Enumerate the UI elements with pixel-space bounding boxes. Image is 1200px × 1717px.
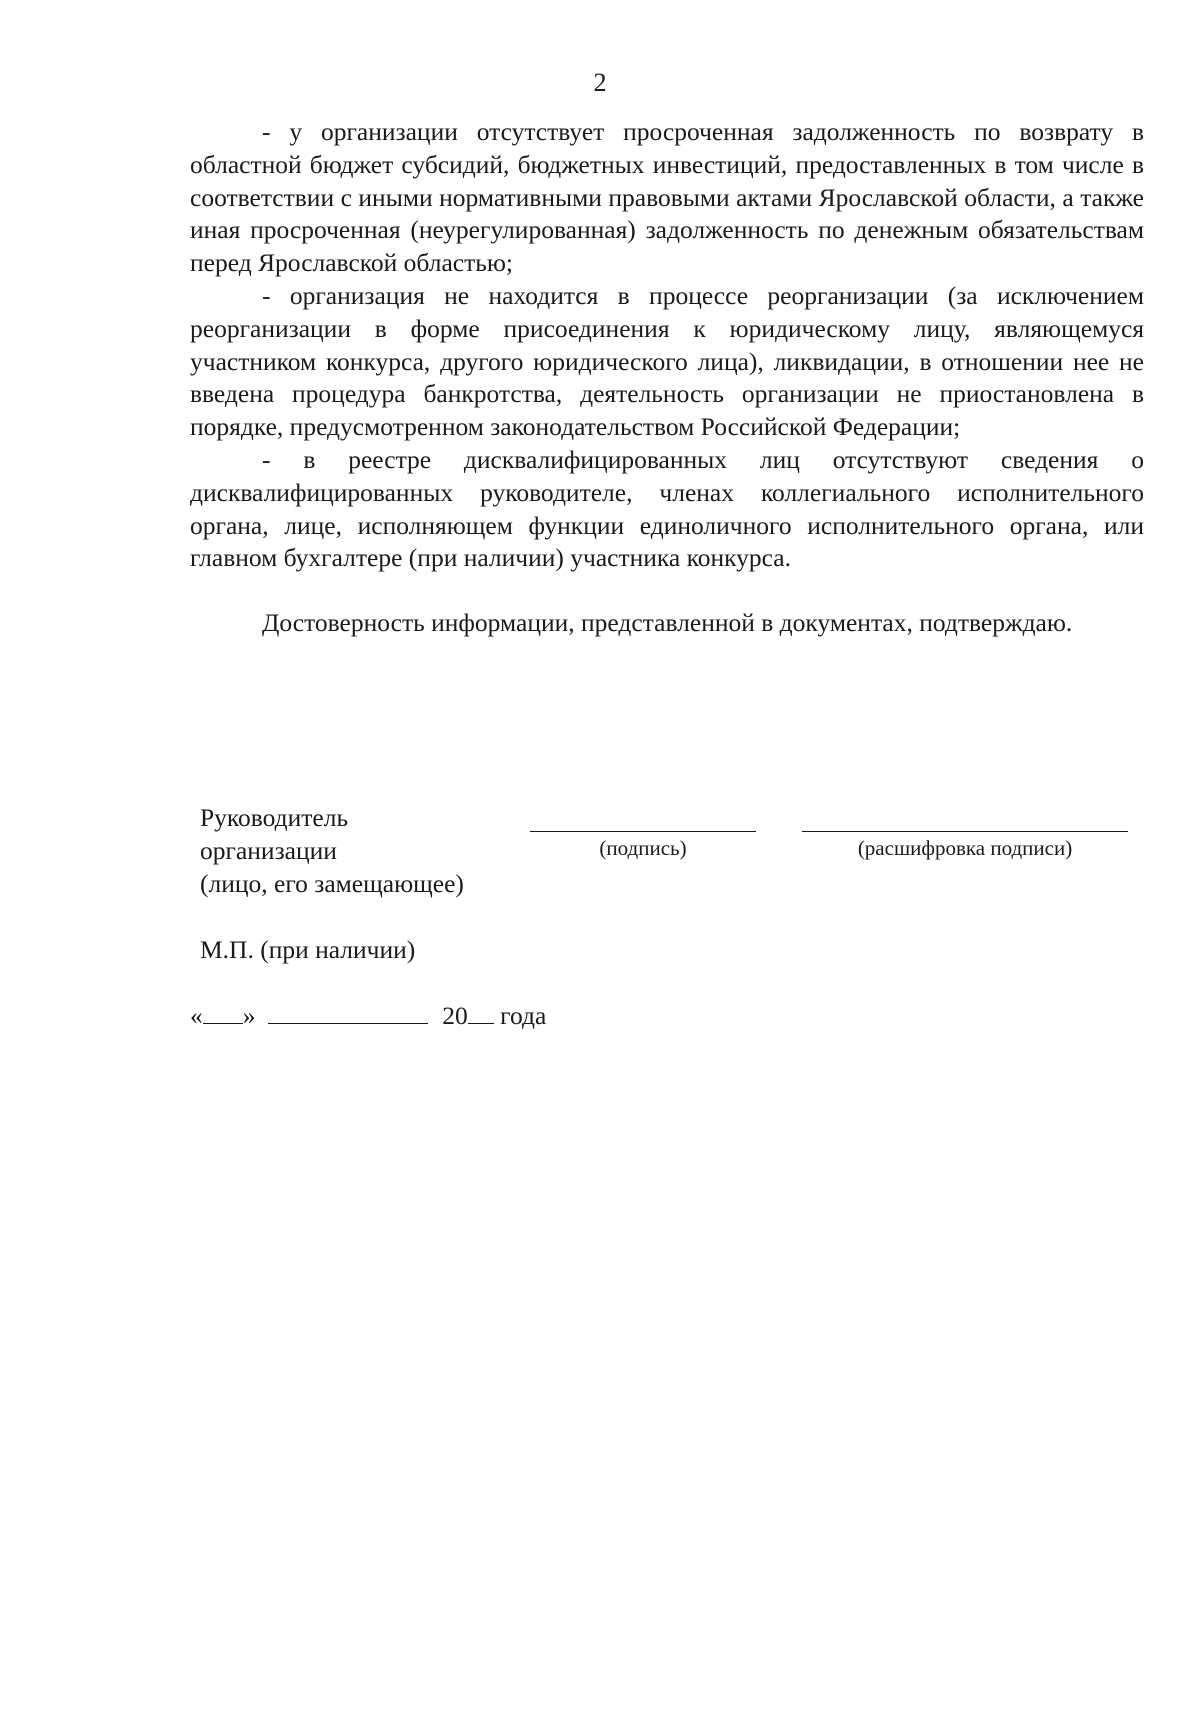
- signatory-title-line: (лицо, его замещающее): [200, 868, 464, 898]
- year-blank: [468, 1001, 494, 1024]
- paragraph-no-debt: - у организации отсутствует просроченная задолженность по возврату в областной бюджет субсидий, бюджетных инвестиций, предоставленных в том числе в соответствии с иными нормативными правовыми актами Ярославской области, а также иная просроченная (неурегулированная) задолженность по денежным обязательствам перед Ярославской областью;: [190, 117, 1144, 278]
- signatory-title-line: организации: [200, 835, 337, 865]
- paragraph-no-disqualified: - в реестре дисквалифицированных лиц отсутствуют сведения о дисквалифицированных руководителе, членах коллегиального исполнительного органа, лице, исполняющем функции единоличного исполнительного органа, или главном бухгалтере (при наличии) участника конкурса.: [190, 444, 1144, 573]
- confirmation-statement: Достоверность информации, представленной в документах, подтверждаю.: [262, 608, 1073, 638]
- signatory-title: [200, 802, 464, 900]
- day-blank: [203, 1001, 243, 1024]
- date-open-quote: «: [190, 1001, 203, 1030]
- signature-decoding-line: [802, 831, 1128, 832]
- page-number: 2: [593, 68, 607, 97]
- year-prefix: 20: [442, 1001, 468, 1030]
- date-suffix: года: [500, 1001, 547, 1030]
- signature-decoding-caption: (расшифровка подписи): [857, 836, 1073, 860]
- paragraph-no-reorganization: - организация не находится в процессе реорганизации (за исключением реорганизации в форме присоединения к юридическому лицу, являющемуся участником конкурса, другого юридического лица), ликвидации, в отношении нее не введена процедура банкротства, деятельность организации не приостановлена в порядке, предусмотренном законодательством Российской Федерации;: [190, 280, 1144, 442]
- signatory-title-line: Руководитель: [200, 803, 349, 832]
- signature-caption: (подпись): [599, 836, 687, 860]
- signature-line: [530, 831, 756, 832]
- date-close-quote: »: [242, 1001, 256, 1030]
- stamp-placeholder: М.П. (при наличии): [200, 935, 416, 964]
- date-row: [190, 1000, 546, 1032]
- document-body: [190, 116, 1144, 640]
- month-blank: [268, 1001, 428, 1024]
